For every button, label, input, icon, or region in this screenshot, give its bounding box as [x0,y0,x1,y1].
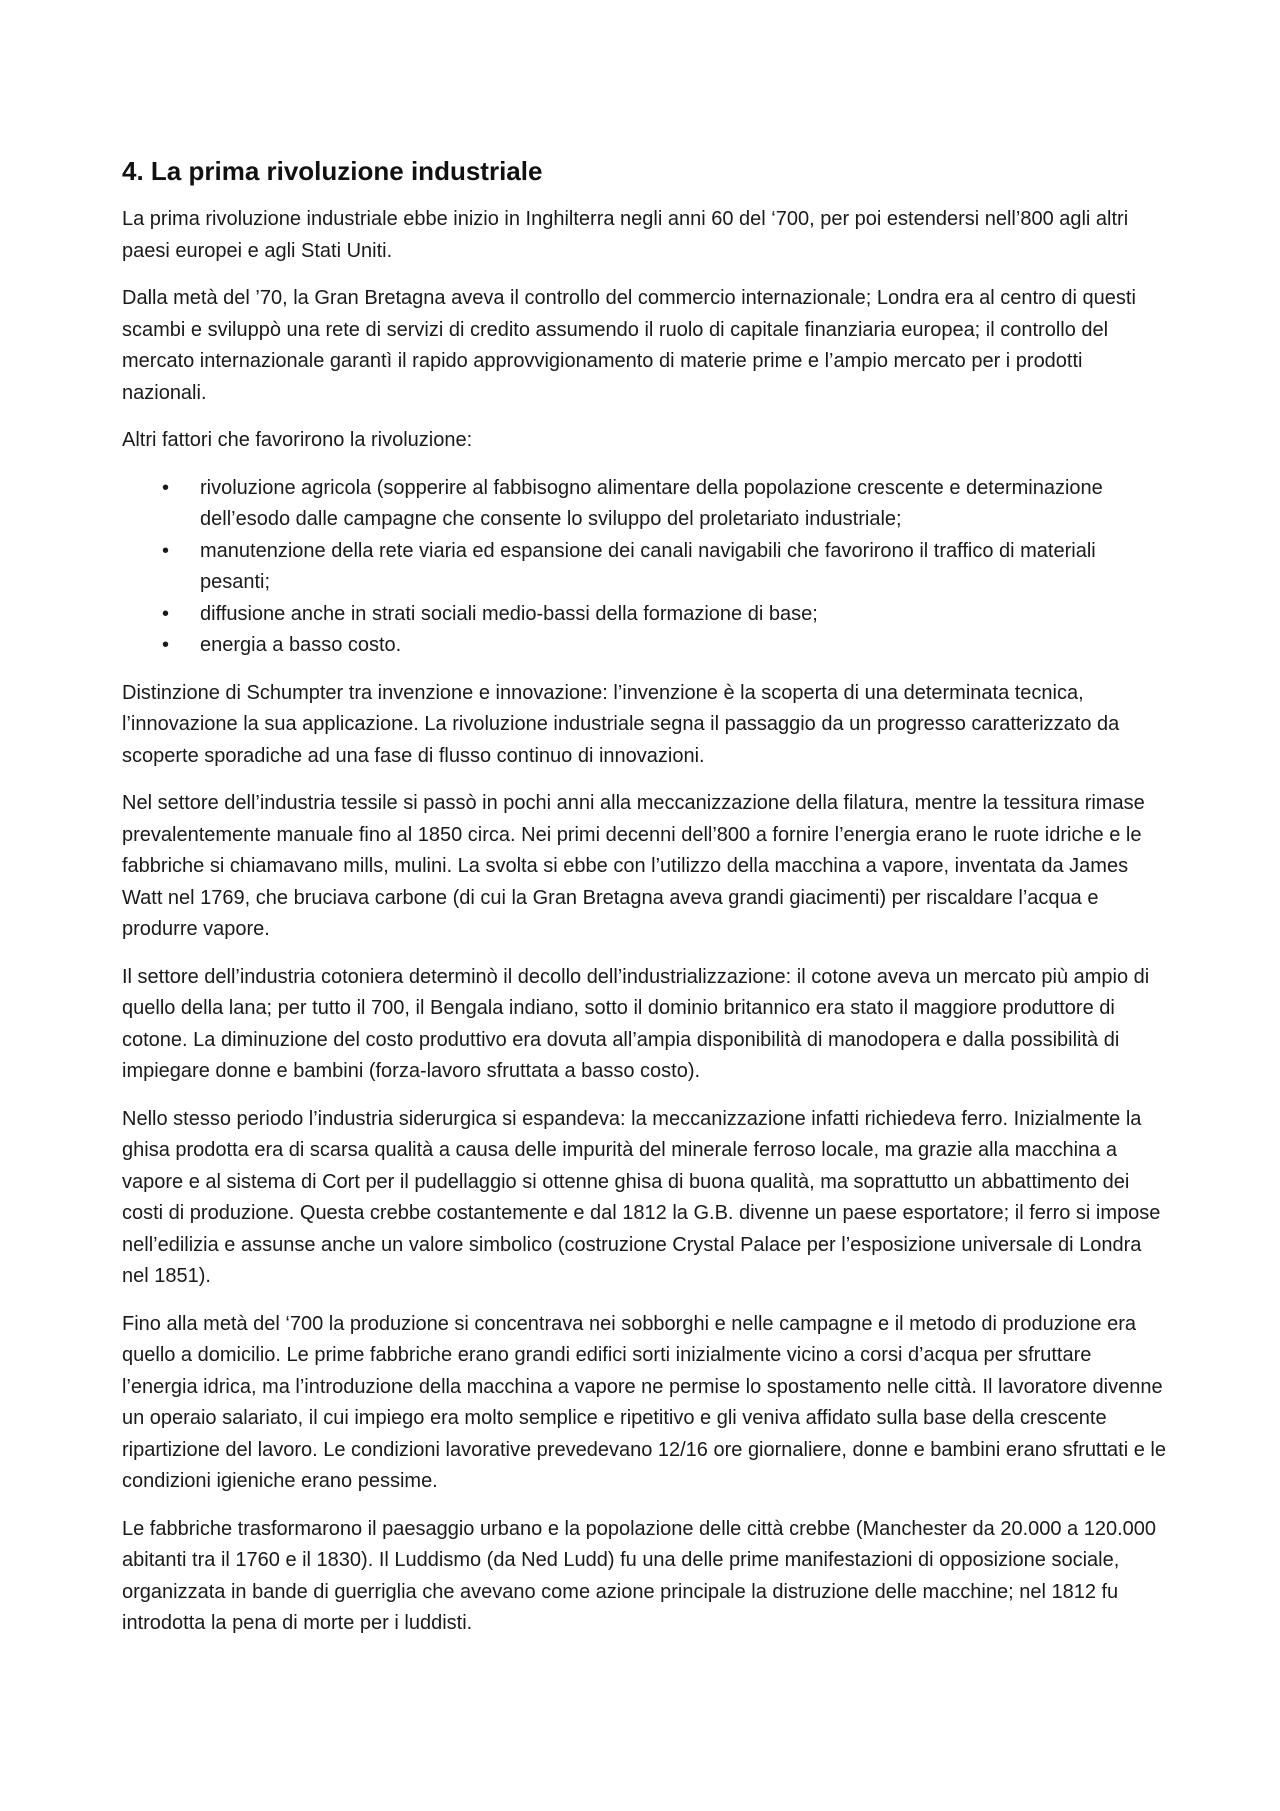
bullet-icon: • [162,539,170,562]
paragraph-cotoniera: Il settore dell’industria cotoniera determinò il decollo dell’industrializzazione: il cotone aveva un mercato più ampio di quello della lana; per tutto il 700, il Bengala indiano, sotto il dominio britannico era stato il maggiore produttore di cotone. La diminuzione del costo produttivo era dovuta all’ampia disponibilità di manodopera e dalla possibilità di impiegare donne e bambini (forza-lavoro sfruttata a basso costo). [122,965,1150,1082]
list-item [122,536,1168,599]
bullet-icon: • [162,602,170,625]
paragraph-intro: La prima rivoluzione industriale ebbe inizio in Inghilterra negli anni 60 del ‘700, per poi estendersi nell’800 agli altri paesi europei e agli Stati Uniti. [122,208,1129,262]
bullet-icon: • [162,476,170,499]
list-item-text: energia a basso costo. [200,634,402,656]
list-item [122,630,1168,662]
paragraph-commercio: Dalla metà del ’70, la Gran Bretagna aveva il controllo del commercio internazionale; Londra era al centro di questi scambi e sviluppò una rete di servizi di credito assumendo il ruolo di capitale finanziaria europea; il controllo del mercato internazionale garantì il rapido approvvigionamento di materie prime e l’ampio mercato per i prodotti nazionali. [122,287,1136,404]
bullet-icon: • [162,634,170,656]
page-title: 4. La prima rivoluzione industriale [122,156,543,186]
list-item [122,599,1168,631]
list-item-text: rivoluzione agricola (sopperire al fabbisogno alimentare della popolazione crescente e determinazione dell’esodo dalle campagne che consente lo sviluppo del proletariato industriale; [200,476,1103,530]
list-item [122,473,1168,536]
paragraph-fabbriche: Fino alla metà del ‘700 la produzione si concentrava nei sobborghi e nelle campagne e il metodo di produzione era quello a domicilio. Le prime fabbriche erano grandi edifici sorti inizialmente vicino a corsi d’acqua per sfruttare l’energia idrica, ma l’introduzione della macchina a vapore ne permise lo spostamento nelle città. Il lavoratore divenne un operaio salariato, il cui impiego era molto semplice e ripetitivo e gli veniva affidato sulla base della crescente ripartizione del lavoro. Le condizioni lavorative prevedevano 12/16 ore giornaliere, donne e bambini erano sfruttati e le condizioni igieniche erano pessime. [122,1312,1166,1492]
paragraph-schumpter: Distinzione di Schumpter tra invenzione e innovazione: l’invenzione è la scoperta di una determinata tecnica, l’innovazione la sua applicazione. La rivoluzione industriale segna il passaggio da un progresso caratterizzato da scoperte sporadiche ad una fase di flusso continuo di innovazioni. [122,681,1120,767]
fattori-list [122,473,1168,662]
paragraph-fattori-intro: Altri fattori che favorirono la rivoluzione: [122,429,473,451]
paragraph-tessile: Nel settore dell’industria tessile si passò in pochi anni alla meccanizzazione della filatura, mentre la tessitura rimase prevalentemente manuale fino al 1850 circa. Nei primi decenni dell’800 a fornire l’energia erano le ruote idriche e le fabbriche si chiamavano mills, mulini. La svolta si ebbe con l’utilizzo della macchina a vapore, inventata da James Watt nel 1769, che bruciava carbone (di cui la Gran Bretagna aveva grandi giacimenti) per riscaldare l’acqua e produrre vapore. [122,792,1145,940]
paragraph-siderurgica: Nello stesso periodo l’industria siderurgica si espandeva: la meccanizzazione infatti richiedeva ferro. Inizialmente la ghisa prodotta era di scarsa qualità a causa delle impurità del minerale ferroso locale, ma grazie alla macchina a vapore e al sistema di Cort per il pudellaggio si ottenne ghisa di buona qualità, ma soprattutto un abbattimento dei costi di produzione. Questa crebbe costantemente e dal 1812 la G.B. divenne un paese esportatore; il ferro si impose nell’edilizia e assunse anche un valore simbolico (costruzione Crystal Palace per l’esposizione universale di Londra nel 1851). [122,1107,1161,1287]
paragraph-luddismo: Le fabbriche trasformarono il paesaggio urbano e la popolazione delle città crebbe (Manchester da 20.000 a 120.000 abitanti tra il 1760 e il 1830). Il Luddismo (da Ned Ludd) fu una delle prime manifestazioni di opposizione sociale, organizzata in bande di guerriglia che avevano come azione principale la distruzione delle macchine; nel 1812 fu introdotta la pena di morte per i luddisti. [122,1517,1157,1634]
list-item-text: manutenzione della rete viaria ed espansione dei canali navigabili che favorirono il traffico di materiali pesanti; [200,539,1096,593]
list-item-text: diffusione anche in strati sociali medio-bassi della formazione di base; [200,602,818,625]
